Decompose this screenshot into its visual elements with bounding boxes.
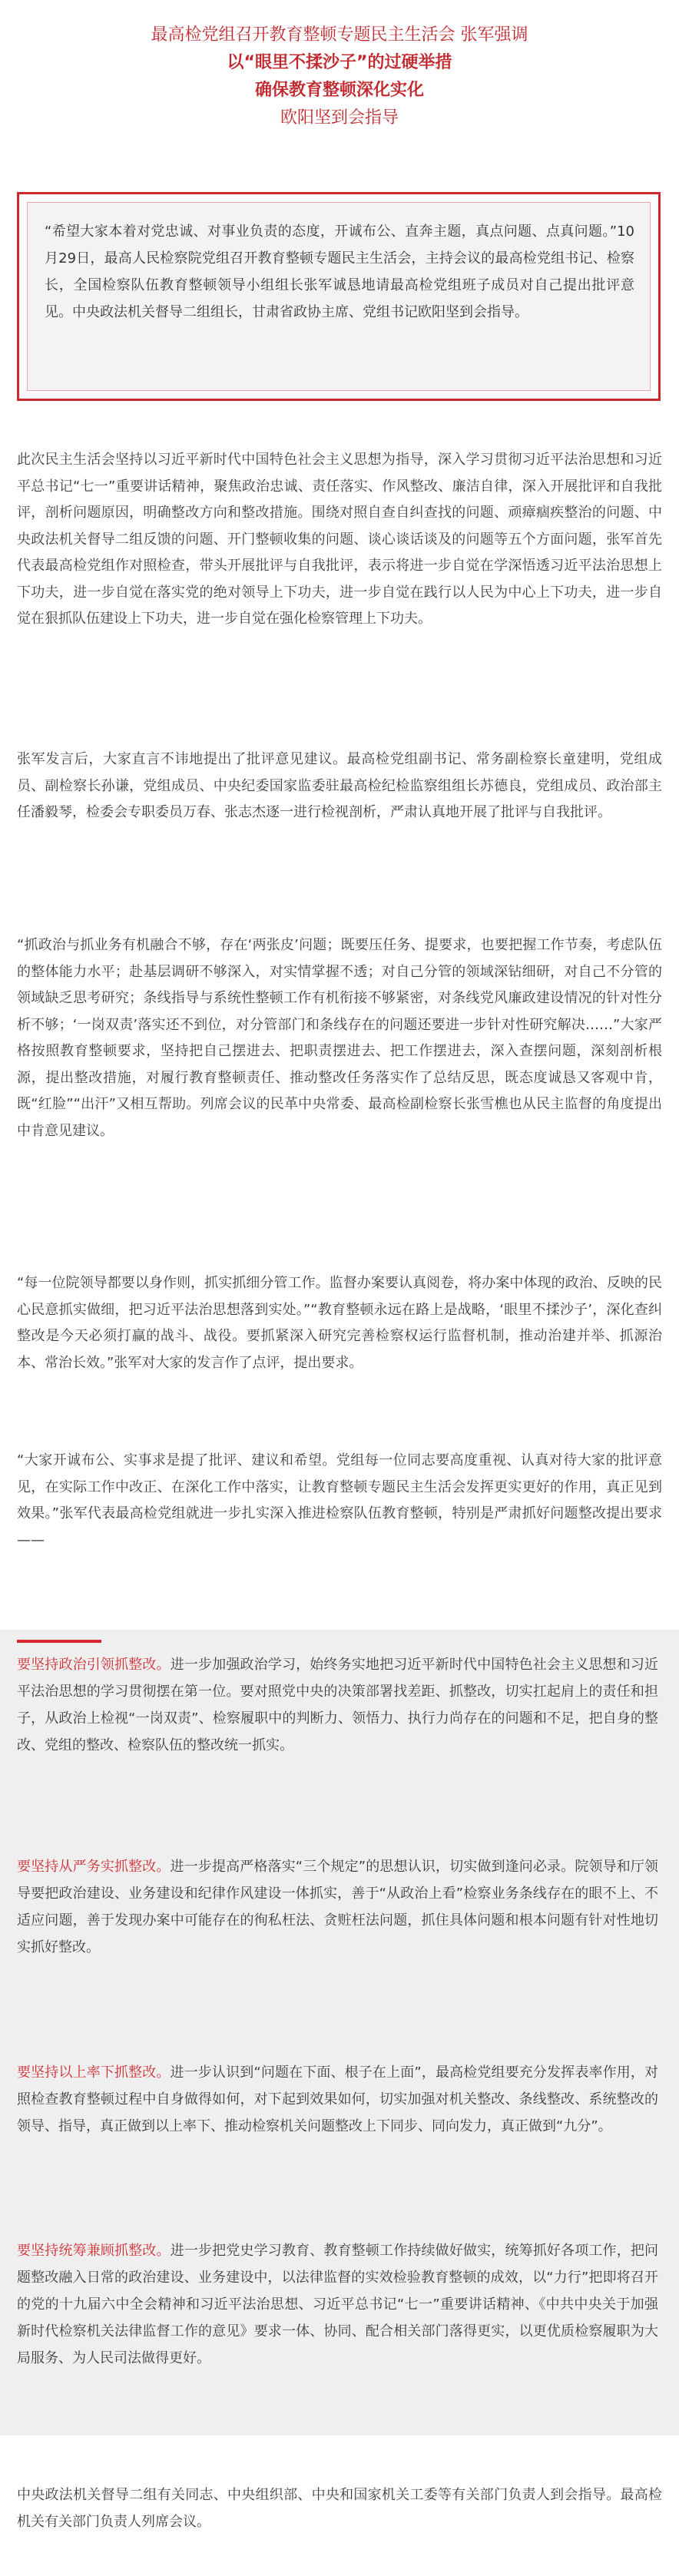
- title-line-3: 确保教育整顿深化实化: [254, 81, 424, 100]
- requirement-heading: 要坚持统筹兼顾抓整改。: [17, 2243, 171, 2259]
- article-title: [0, 22, 679, 132]
- requirement-heading: 要坚持政治引领抓整改。: [17, 1657, 171, 1673]
- requirement-item: [17, 1651, 658, 1759]
- lead-quote-box: [17, 192, 661, 401]
- closing-paragraph: 中央政法机关督导二组有关同志、中央组织部、中央和国家机关工委等有关部门负责人到会指导。最高检机关有关部门负责人列席会议。: [17, 2487, 662, 2530]
- title-line-1: 最高检党组召开教育整顿专题民主生活会 张军强调: [151, 25, 528, 45]
- requirement-body: 进一步认识到“问题在下面、根子在上面”，最高检党组要充分发挥表率作用，对照检查教育整顿过程中自身做得如何，对下起到效果如何，切实加强对机关整改、条线整改、系统整改的领导、指导，真正做到以上率下、推动检察机关问题整改上下同步、同向发力，真正做到“九分”。: [17, 2064, 659, 2134]
- body-paragraph-4: “每一位院领导都要以身作则，抓实抓细分管工作。监督办案要认真阅卷，将办案中体现的政治、反映的民心民意抓实做细，把习近平法治思想落到实处。”“教育整顿永远在路上是战略，‘眼里不揉沙子’，深化查纠整改是今天必须打赢的战斗、战役。要抓紧深入研究完善检察权运行监督机制，推动治建并举、抓源治本、常治长效。”张军对大家的发言作了点评，提出要求。: [17, 1275, 662, 1371]
- requirement-item: [17, 2237, 658, 2372]
- title-line-4: 欧阳坚到会指导: [280, 108, 399, 127]
- requirement-item: [17, 1853, 658, 1961]
- body-paragraph-3: “抓政治与抓业务有机融合不够，存在‘两张皮’问题；既要压任务、提要求，也要把握工作节奏，考虑队伍的整体能力水平；赴基层调研不够深入，对实情掌握不透；对自己分管的领域深钻细研，对自己不分管的领域缺乏思考研究；条线指导与系统性整顿工作有机衔接不够紧密，对条线党风廉政建设情况的针对性分析不够；‘一岗双责’落实还不到位，对分管部门和条线存在的问题还要进一步针对性研究解决……”大家严格按照教育整顿要求，坚持把自己摆进去、把职责摆进去、把工作摆进去，深入查摆问题，深刻剖析根源，提出整改措施，对履行教育整顿责任、推动整改任务落实作了总结反思，既态度诚恳又客观中肯，既“红脸”“出汗”又相互帮助。列席会议的民革中央常委、最高检副检察长张雪樵也从民主监督的角度提出中肯意见建议。: [17, 937, 662, 1139]
- requirement-heading: 要坚持以上率下抓整改。: [17, 2064, 171, 2081]
- body-paragraph-5: “大家开诚布公、实事求是提了批评、建议和希望。党组每一位同志要高度重视、认真对待大家的批评意见，在实际工作中改正、在深化工作中落实，让教育整顿专题民主生活会发挥更实更好的作用，真正见到效果。”张军代表最高检党组就进一步扎实深入推进检察队伍教育整顿，特别是严肃抓好问题整改提出要求——: [17, 1452, 662, 1548]
- requirement-heading: 要坚持从严务实抓整改。: [17, 1859, 171, 1875]
- requirement-body: 进一步把党史学习教育、教育整顿工作持续做好做实，统筹抓好各项工作，把问题整改融入日常的政治建设、业务建设中，以法律监督的实效检验教育整顿的成效，以“力行”把即将召开的党的十九届六中全会精神和习近平法治思想、习近平总书记“七一”重要讲话精神、《中共中央关于加强新时代检察机关法律监督工作的意见》要求一体、协同、配合相关部门落得更实，以更优质检察履职为大局服务、为人民司法做得更好。: [17, 2243, 659, 2366]
- title-line-2: 以“眼里不揉沙子”的过硬举措: [227, 53, 452, 72]
- requirement-body: 进一步加强政治学习，始终务实地把习近平新时代中国特色社会主义思想和习近平法治思想的学习贯彻摆在第一位。要对照党中央的决策部署找差距、抓整改，切实扛起肩上的责任和担子，从政治上检视“一岗双责”、检察履职中的判断力、领悟力、执行力尚存在的问题和不足，把自身的整改、党组的整改、检察队伍的整改统一抓实。: [17, 1657, 659, 1753]
- body-paragraph-1: 此次民主生活会坚持以习近平新时代中国特色社会主义思想为指导，深入学习贯彻习近平法治思想和习近平总书记“七一”重要讲话精神，聚焦政治忠诚、责任落实、作风整改、廉洁自律，深入开展批评和自我批评，剖析问题原因，明确整改方向和整改措施。围绕对照自查自纠查找的问题、顽瘴痼疾整治的问题、中央政法机关督导二组反馈的问题、开门整顿收集的问题、谈心谈话谈及的问题等五个方面问题，张军首先代表最高检党组作对照检查，带头开展批评与自我批评，表示将进一步自觉在学深悟透习近平法治思想上下功夫，进一步自觉在落实党的绝对领导上下功夫，进一步自觉在践行以人民为中心上下功夫，进一步自觉在狠抓队伍建设上下功夫，进一步自觉在强化检察管理上下功夫。: [17, 452, 662, 627]
- requirement-item: [17, 2059, 658, 2140]
- body-paragraph-2: 张军发言后，大家直言不讳地提出了批评意见建议。最高检党组副书记、常务副检察长童建明，党组成员、副检察长孙谦，党组成员、中央纪委国家监委驻最高检纪检监察组组长苏德良，党组成员、政治部主任潘毅琴，检委会专职委员万春、张志杰逐一进行检视剖析，严肃认真地开展了批评与自我批评。: [17, 751, 662, 820]
- lead-quote-text: “希望大家本着对党忠诚、对事业负责的态度，开诚布公、直奔主题，真点问题、点真问题。”10月29日，最高人民检察院党组召开教育整顿专题民主生活会，主持会议的最高检党组书记、检察长，全国检察队伍教育整顿领导小组组长张军诚恳地请最高检党组班子成员对自己提出批评意见。中央政法机关督导二组组长，甘肃省政协主席、党组书记欧阳坚到会指导。: [27, 202, 651, 391]
- panel-accent-bar: [17, 1640, 101, 1643]
- requirement-body: 进一步提高严格落实“三个规定”的思想认识，切实做到逢问必录。院领导和厅领导要把政治建设、业务建设和纪律作风建设一体抓实，善于“从政治上看”检察业务条线存在的眼不上、不适应问题，善于发现办案中可能存在的徇私枉法、贪赃枉法问题，抓住具体问题和根本问题有针对性地切实抓好整改。: [17, 1859, 659, 1955]
